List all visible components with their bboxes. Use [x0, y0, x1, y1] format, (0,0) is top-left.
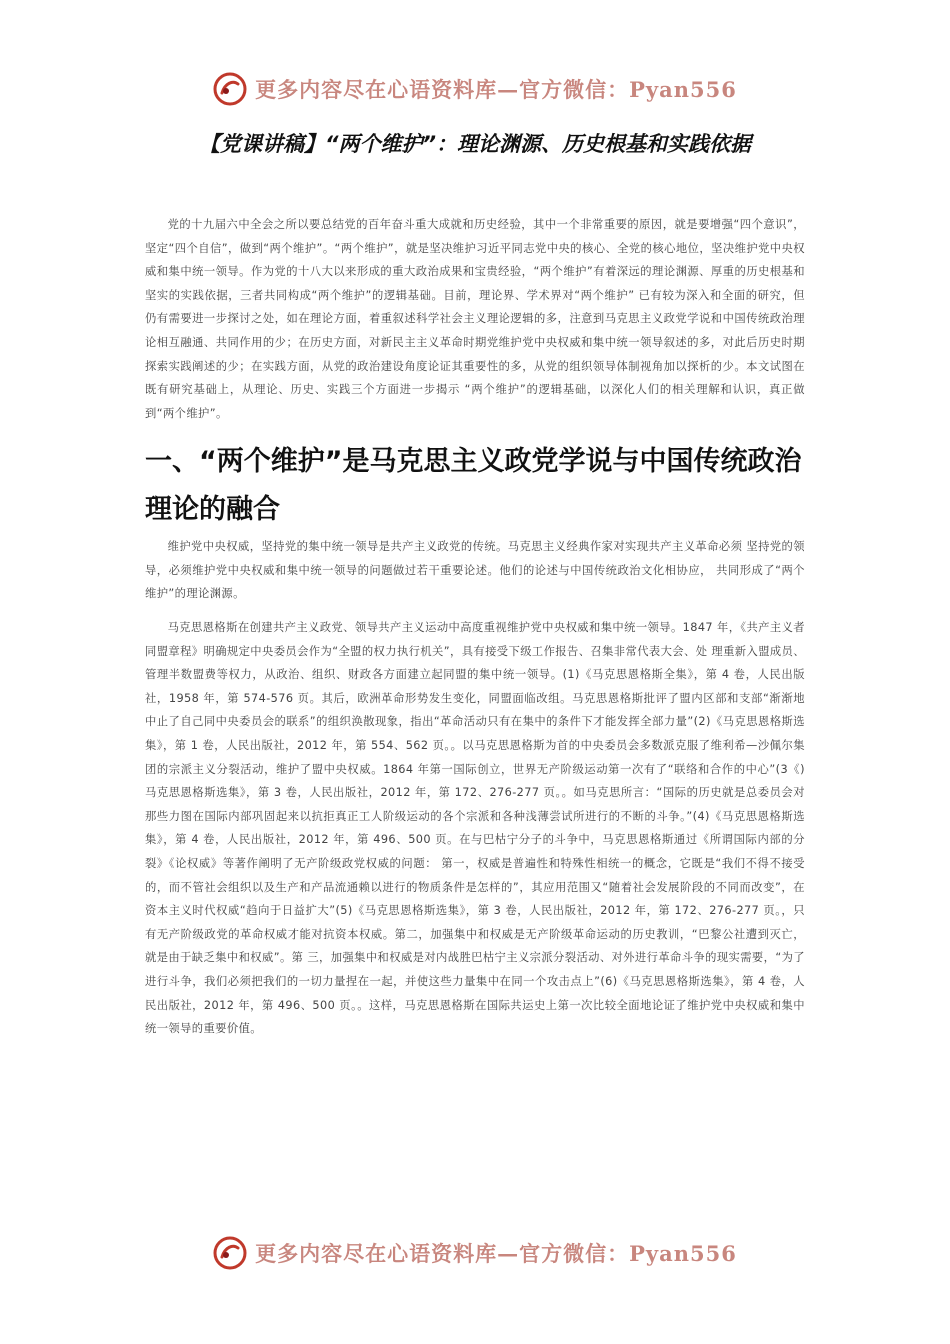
intro-block [145, 213, 805, 425]
watermark-header [0, 72, 950, 106]
section-paragraph-1: 维护党中央权威，坚持党的集中统一领导是共产主义政党的传统。马克思主义经典作家对实现共产主义革命必须 坚持党的领导，必须维护党中央权威和集中统一领导的问题做过若干重要论述。他们的论述与中国传统政治文化相协应， 共同形成了“两个维护”的理论渊源。 [145, 540, 805, 601]
watermark-text: 更多内容尽在心语资料库—官方微信：Pyan556 [255, 1241, 737, 1266]
red-circular-logo-icon [213, 1236, 247, 1270]
section-paragraph-2: 马克思恩格斯在创建共产主义政党、领导共产主义运动中高度重视维护党中央权威和集中统一领导。1847 年，《共产主义者同盟章程》明确规定中央委员会作为“全盟的权力执行机关”，具有接受下级工作报告、召集非常代表大会、处 理重新入盟成员、管理半数盟费等权力，从政治、组织、财政各方面建立起同盟的集中统一领导。(1)《马克思恩格斯全集》，第 4 卷，人民出版社，1958 年，第 574-576 页。其后，欧洲革命形势发生变化，同盟面临改组。马克思恩格斯批评了盟内区部和支部“渐渐地中止了自己同中央委员会的联系”的组织涣散现象，指出“革命活动只有在集中的条件下才能发挥全部力量”(2)《马克思恩格斯选集》，第 1 卷，人民出版社，2012 年，第 554、562 页。。以马克思恩格斯为首的中央委员会多数派克服了维利希—沙佩尔集团的宗派主义分裂活动，维护了盟中央权威。1864 年第一国际创立，世界无产阶级运动第一次有了“联络和合作的中心”(3《) 马克思恩格斯选集》，第 3 卷，人民出版社，2012 年，第 172、276-277 页。。如马克思所言：“国际的历史就是总委员会对那些力图在国际内部巩固起来以抗拒真正工人阶级运动的各个宗派和各种浅薄尝试所进行的不断的斗争。”(4)《马克思恩格斯选集》，第 4 卷，人民出版社，2012 年，第 496、500 页。在与巴枯宁分子的斗争中，马克思恩格斯通过《所谓国际内部的分裂》《论权威》等著作阐明了无产阶级政党权威的问题： 第一，权威是普遍性和特殊性相统一的概念，它既是“我们不得不接受的，而不管社会组织以及生产和产品流通赖以进行的物质条件是怎样的”，其应用范围又“随着社会发展阶段的不同而改变”，在资本主义时代权威“趋向于日益扩大”(5)《马克思恩格斯选集》，第 3 卷，人民出版社，2012 年，第 172、276-277 页。，只有无产阶级政党的革命权威才能对抗资本权威。第二，加强集中和权威是无产阶级革命运动的历史教训，“巴黎公社遭到灭亡，就是由于缺乏集中和权威”。第 三，加强集中和权威是对内战胜巴枯宁主义宗派分裂活动、对外进行革命斗争的现实需要，“为了进行斗争，我们必须把我们的一切力量捏在一起，并使这些力量集中在同一个攻击点上”(6)《马克思恩格斯选集》，第 4 卷，人民出版社，2012 年，第 496、500 页。。这样，马克思恩格斯在国际共运史上第一次比较全面地论证了维护党中央权威和集中统一领导的重要价值。 [145, 621, 805, 1036]
watermark-text: 更多内容尽在心语资料库—官方微信：Pyan556 [255, 77, 737, 102]
watermark-footer [0, 1236, 950, 1270]
red-circular-logo-icon [213, 72, 247, 106]
document-title: 【党课讲稿】“两个维护”：理论渊源、历史根基和实践依据 [198, 132, 752, 156]
section-paragraph-2-block [145, 616, 805, 1041]
intro-paragraph: 党的十九届六中全会之所以要总结党的百年奋斗重大成就和历史经验，其中一个非常重要的原因，就是要增强“四个意识”，坚定“四个自信”，做到“两个维护”。“两个维护”，就是坚决维护习近平同志党中央的核心、全党的核心地位，坚决维护党中央权威和集中统一领导。作为党的十八大以来形成的重大政治成果和宝贵经验，“两个维护”有着深远的理论渊源、厚重的历史根基和坚实的实践依据，三者共同构成“两个维护”的逻辑基础。目前，理论界、学术界对“两个维护” 已有较为深入和全面的研究，但仍有需要进一步探讨之处，如在理论方面，着重叙述科学社会主义理论逻辑的多，注意到马克思主义政党学说和中国传统政治理论相互融通、共同作用的少；在历史方面，对新民主主义革命时期党维护党中央权威和集中统一领导叙述的多，对此后历史时期探索实践阐述的少；在实践方面，从党的政治建设角度论证其重要性的多，从党的组织领导体制视角加以探析的少。本文试图在既有研究基础上，从理论、历史、实践三个方面进一步揭示 “两个维护”的逻辑基础，以深化人们的相关理解和认识，真正做到“两个维护”。 [145, 218, 805, 420]
section-heading: 一、“两个维护”是马克思主义政党学说与中国传统政治理论的融合 [145, 446, 802, 525]
section-paragraph-1-block [145, 535, 805, 606]
